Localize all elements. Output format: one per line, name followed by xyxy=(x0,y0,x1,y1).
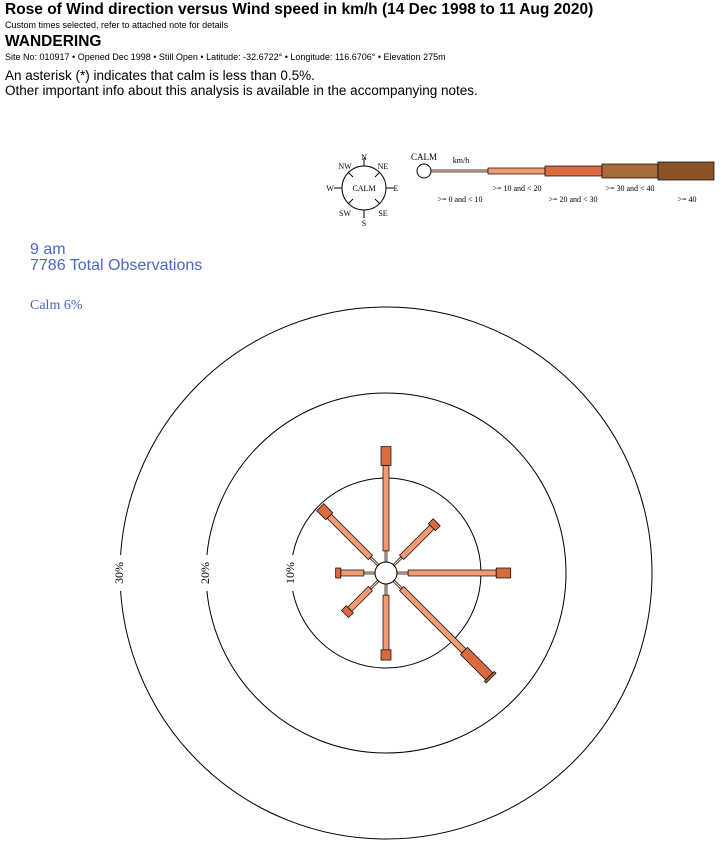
chart-title: Rose of Wind direction versus Wind speed in km/h (14 Dec 1998 to 11 Aug 2020) xyxy=(5,1,594,18)
legend-unit-label: km/h xyxy=(452,156,470,165)
legend-swatch-20-30 xyxy=(545,166,602,176)
site-name: WANDERING xyxy=(5,33,102,50)
legend-label-40-plus: >= 40 xyxy=(677,195,697,204)
compass-label-s: S xyxy=(361,219,367,228)
petal-sw xyxy=(341,577,381,617)
compass-label-w: W xyxy=(326,184,334,193)
petal-n-bin-1 xyxy=(383,465,389,551)
petal-sw-bin-0 xyxy=(370,580,379,589)
legend-calm-label: CALM xyxy=(410,152,438,162)
chart-subtitle: Custom times selected, refer to attached note for details xyxy=(5,20,229,30)
petal-se xyxy=(389,576,496,683)
notes-reference: Other important info about this analysis is available in the accompanying notes. xyxy=(5,83,478,98)
observation-time: 9 am xyxy=(30,241,66,258)
compass-label-n: N xyxy=(361,153,367,162)
legend-swatch-10-20 xyxy=(488,168,545,174)
legend-calm-circle xyxy=(417,164,431,178)
compass-key xyxy=(326,153,398,228)
petal-sw-bin-1 xyxy=(348,587,373,612)
site-info: Site No: 010917 • Opened Dec 1998 • Still Open • Latitude: -32.6722° • Longitude: 116.6706° • Elevation 275m xyxy=(5,52,446,62)
legend-swatch-40-plus xyxy=(658,162,714,180)
petal-nw-bin-1 xyxy=(327,514,372,559)
petal-s-bin-1 xyxy=(383,595,389,650)
petal-e-bin-0 xyxy=(397,572,408,574)
total-observations: 7786 Total Observations xyxy=(30,257,203,274)
ring-label-20: 20% xyxy=(197,562,212,584)
petal-w-bin-1 xyxy=(341,570,364,576)
petal-se-bin-0 xyxy=(393,580,402,589)
compass-label-e: E xyxy=(393,184,399,193)
legend-swatch-30-40 xyxy=(602,164,658,178)
petal-e-bin-2 xyxy=(496,568,511,578)
petal-s-bin-2 xyxy=(381,650,391,660)
asterisk-note: An asterisk (*) indicates that calm is less than 0.5%. xyxy=(5,68,315,83)
speed-legend xyxy=(411,152,714,204)
ring-label-30: 30% xyxy=(111,562,126,584)
legend-label-10-20: >= 10 and < 20 xyxy=(492,184,542,193)
petal-s-bin-0 xyxy=(385,584,387,595)
petal-nw xyxy=(317,504,382,569)
petal-ne-bin-1 xyxy=(400,525,434,559)
compass-label-nw: NW xyxy=(338,162,352,171)
petal-e-bin-1 xyxy=(408,570,496,576)
compass-label-ne: NE xyxy=(377,162,389,171)
petal-w xyxy=(336,568,375,578)
calm-center-circle xyxy=(375,562,397,584)
petal-n-bin-2 xyxy=(381,447,391,466)
petal-se-bin-1 xyxy=(400,587,467,654)
ring-label-10: 10% xyxy=(282,562,297,584)
petal-nw-bin-0 xyxy=(370,557,379,566)
petal-n-bin-0 xyxy=(385,551,387,562)
compass-center-label: CALM xyxy=(352,184,376,193)
petal-ne-bin-0 xyxy=(393,557,402,566)
compass-label-se: SE xyxy=(378,209,388,218)
petal-w-bin-2 xyxy=(336,568,341,578)
petal-ne xyxy=(390,519,440,569)
legend-label-0-10: >= 0 and < 10 xyxy=(437,195,483,204)
legend-label-20-30: >= 20 and < 30 xyxy=(548,195,598,204)
legend-swatch-0-10 xyxy=(431,170,488,172)
legend-label-30-40: >= 30 and < 40 xyxy=(605,184,655,193)
compass-label-sw: SW xyxy=(339,209,351,218)
petal-n xyxy=(381,447,391,562)
calm-percentage: Calm 6% xyxy=(30,298,83,313)
petal-w-bin-0 xyxy=(364,572,375,574)
petal-s xyxy=(381,584,391,660)
petal-se-bin-2 xyxy=(460,647,492,679)
petal-e xyxy=(397,568,511,578)
